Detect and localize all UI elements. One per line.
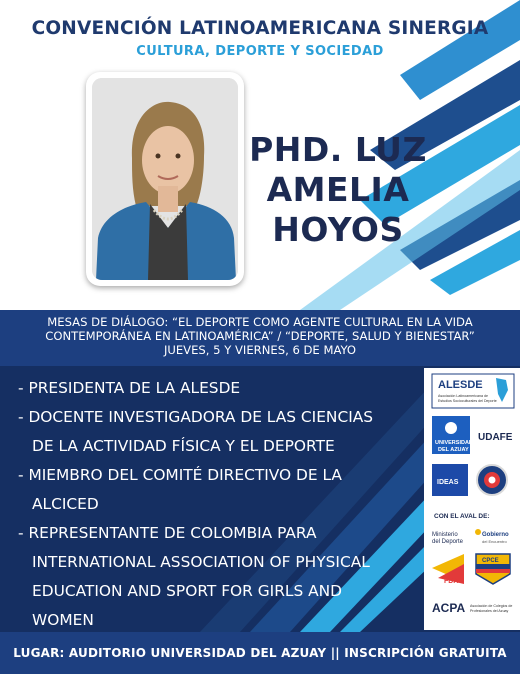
svg-text:DEL AZUAY: DEL AZUAY xyxy=(438,447,469,453)
svg-text:Ministerio: Ministerio xyxy=(432,532,458,538)
venue-footer: LUGAR: AUDITORIO UNIVERSIDAD DEL AZUAY || INSCRIPCIÓN GRATUITA xyxy=(0,632,520,674)
ideas-logo xyxy=(432,464,468,496)
alesde-logo xyxy=(432,374,514,408)
event-title: CONVENCIÓN LATINOAMERICANA SINERGIA xyxy=(31,18,489,39)
svg-text:Asociación de Colegios de: Asociación de Colegios de xyxy=(470,604,513,608)
svg-text:Profesionales del Azuay: Profesionales del Azuay xyxy=(470,609,509,613)
svg-text:Asociación Latinoamericana de: Asociación Latinoamericana de xyxy=(438,394,488,398)
bio-item-continued: INTERNATIONAL ASSOCIATION OF PHYSICAL xyxy=(32,553,370,571)
bio-item-continued: DE LA ACTIVIDAD FÍSICA Y EL DEPORTE xyxy=(32,437,335,455)
dialogue-topic-line: MESAS DE DIÁLOGO: “EL DEPORTE COMO AGENTE CULTURAL EN LA VIDA xyxy=(47,315,473,329)
sponsor-logos-panel xyxy=(424,368,520,630)
dialogue-tables-banner xyxy=(0,310,520,366)
cpce-logo xyxy=(476,554,510,584)
bio-item: - REPRESENTANTE DE COLOMBIA PARA xyxy=(18,524,317,542)
bio-item: - PRESIDENTA DE LA ALESDE xyxy=(18,379,241,397)
speaker-name xyxy=(248,130,428,250)
svg-text:FDA: FDA xyxy=(444,578,459,585)
svg-text:CPCE: CPCE xyxy=(482,558,499,564)
bio-item-continued: EDUCATION AND SPORT FOR GIRLS AND xyxy=(32,582,343,600)
club-badge-logo xyxy=(477,465,507,495)
svg-text:Estudios Socioculturales del D: Estudios Socioculturales del Deporte xyxy=(438,399,497,403)
bio-list xyxy=(18,374,418,635)
gobierno-encuentro-logo xyxy=(475,529,509,544)
speaker-name-line: HOYOS xyxy=(272,210,404,249)
svg-text:del Deporte: del Deporte xyxy=(432,539,464,545)
svg-text:UDAFE: UDAFE xyxy=(478,432,513,443)
speaker-photo xyxy=(92,78,238,280)
svg-text:del Encuentro: del Encuentro xyxy=(482,539,507,544)
dialogue-topic-line: CONTEMPORÁNEA EN LATINOAMÉRICA” / “DEPORTE, SALUD Y BIENESTAR” xyxy=(45,329,475,343)
event-dates: JUEVES, 5 Y VIERNES, 6 DE MAYO xyxy=(163,343,357,357)
fda-logo xyxy=(432,554,464,585)
bio-item-continued: WOMEN xyxy=(32,611,94,629)
svg-text:UNIVERSIDAD: UNIVERSIDAD xyxy=(435,440,473,446)
svg-text:ACPA: ACPA xyxy=(432,601,466,615)
bio-item: - DOCENTE INVESTIGADORA DE LAS CIENCIAS xyxy=(18,408,374,426)
udafe-logo xyxy=(478,432,513,443)
ministerio-deporte-logo xyxy=(432,532,464,545)
event-subtitle: CULTURA, DEPORTE Y SOCIEDAD xyxy=(136,44,384,59)
acpa-logo xyxy=(432,601,512,615)
svg-text:ALESDE: ALESDE xyxy=(438,379,483,391)
svg-text:IDEAS: IDEAS xyxy=(437,479,459,486)
speaker-name-line: PHD. LUZ xyxy=(249,130,427,169)
endorsement-label: CON EL AVAL DE: xyxy=(434,513,490,520)
bio-item: - MIEMBRO DEL COMITÉ DIRECTIVO DE LA xyxy=(18,466,342,484)
universidad-azuay-logo xyxy=(432,416,473,454)
bio-item-continued: ALCICED xyxy=(32,495,99,513)
speaker-name-line: AMELIA xyxy=(266,170,410,209)
svg-text:Gobierno: Gobierno xyxy=(482,532,509,538)
